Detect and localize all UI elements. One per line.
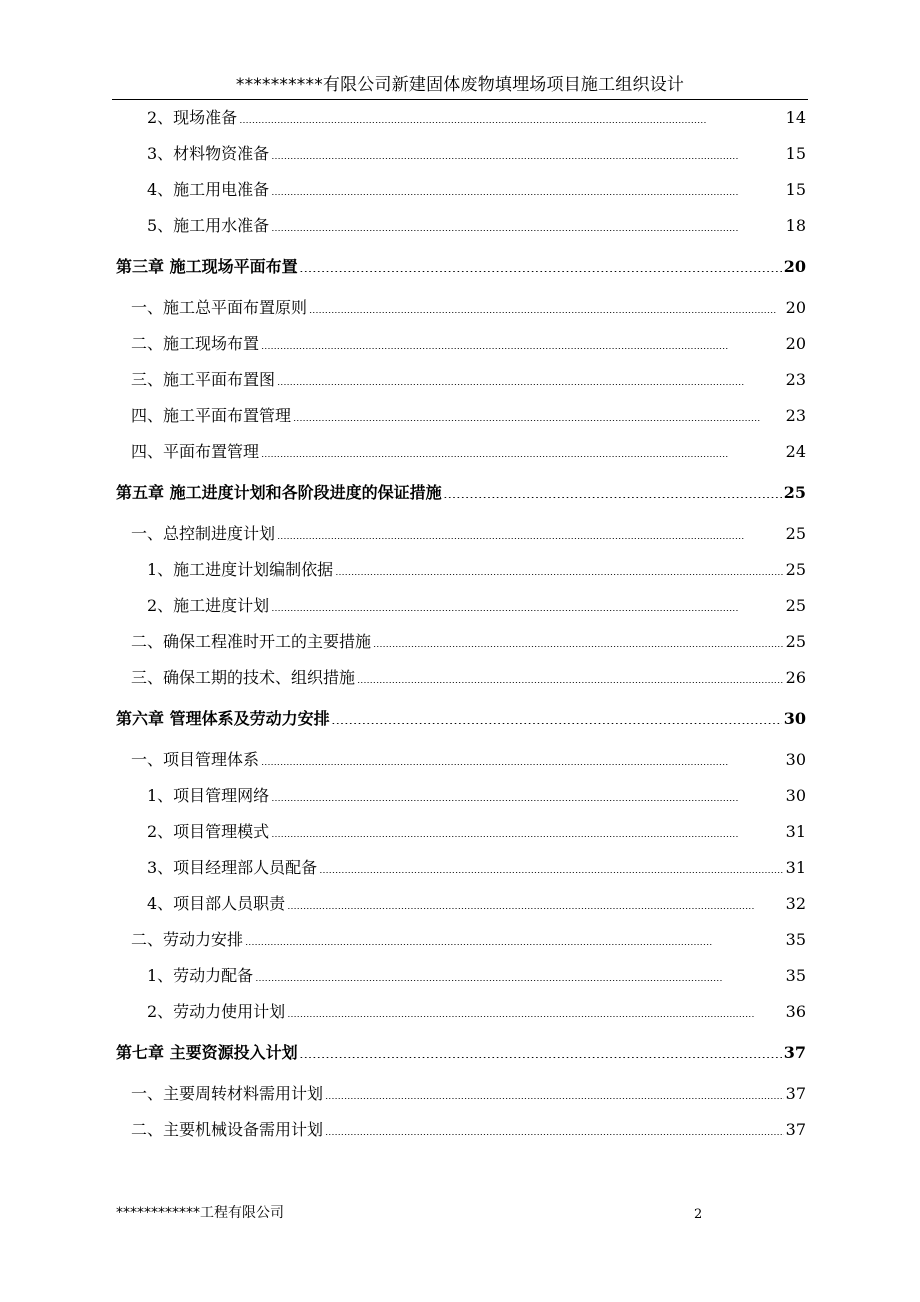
toc-entry-label: 一、主要周转材料需用计划 [131,1084,324,1103]
toc-leader-dots [245,944,784,945]
toc-entry-page: 31 [785,822,806,841]
footer-company: ************工程有限公司 [116,1205,284,1221]
toc-entry-page: 30 [785,786,806,805]
toc-entry-page: 35 [785,966,806,985]
toc-chapter-entry[interactable] [116,696,806,742]
toc-entry[interactable] [116,290,806,326]
toc-entry-label: 1、项目管理网络 [147,786,270,805]
toc-entry[interactable] [116,208,806,244]
toc-chapter-entry[interactable] [116,1030,806,1076]
toc-leader-dots [271,800,783,801]
toc-entry-page: 37 [783,1043,806,1062]
toc-leader-dots [309,312,784,313]
toc-entry[interactable] [116,922,806,958]
toc-leader-dots [255,980,783,981]
toc-entry[interactable] [116,660,806,696]
toc-leader-dots [277,538,784,539]
page-header-title: **********有限公司新建固体废物填埋场项目施工组织设计 [235,75,685,95]
toc-leader-dots [287,1016,783,1017]
toc-entry-page: 24 [785,442,806,461]
toc-leader-dots [335,574,783,575]
toc-entry-page: 23 [785,370,806,389]
toc-entry-label: 1、施工进度计划编制依据 [147,560,334,579]
toc-entry-label: 4、项目部人员职责 [147,894,286,913]
toc-leader-dots [357,682,784,683]
toc-entry[interactable] [116,588,806,624]
toc-entry-page: 20 [785,334,806,353]
toc-entry-page: 25 [785,524,806,543]
toc-entry-label: 2、劳动力使用计划 [147,1002,286,1021]
toc-entry[interactable] [116,1076,806,1112]
toc-leader-dots [239,122,783,123]
toc-entry-label: 3、材料物资准备 [147,144,270,163]
toc-entry-page: 15 [785,180,806,199]
toc-leader-dots [293,420,784,421]
toc-entry-label: 二、劳动力安排 [131,930,244,949]
toc-entry-page: 25 [783,483,806,502]
toc-entry[interactable] [116,994,806,1030]
toc-entry-page: 25 [785,632,806,651]
toc-entry-label: 一、总控制进度计划 [131,524,276,543]
toc-entry-label: 1、劳动力配备 [147,966,254,985]
table-of-contents [116,100,806,1148]
toc-leader-dots [271,836,783,837]
toc-entry-label: 第五章 施工进度计划和各阶段进度的保证措施 [116,483,442,502]
toc-entry-label: 5、施工用水准备 [147,216,270,235]
toc-entry-page: 25 [785,596,806,615]
toc-entry-page: 30 [783,709,806,728]
toc-entry-page: 35 [785,930,806,949]
toc-leader-dots [325,1134,784,1135]
toc-entry-page: 31 [785,858,806,877]
toc-entry-page: 26 [785,668,806,687]
toc-leader-dots [271,194,783,195]
toc-entry-label: 2、现场准备 [147,108,238,127]
toc-entry[interactable] [116,172,806,208]
toc-entry-page: 37 [785,1120,806,1139]
toc-leader-dots [277,384,784,385]
toc-entry-label: 第六章 管理体系及劳动力安排 [116,709,330,728]
toc-entry-label: 二、主要机械设备需用计划 [131,1120,324,1139]
footer-page-number: 2 [694,1207,703,1222]
toc-entry-label: 一、项目管理体系 [131,750,260,769]
toc-entry[interactable] [116,624,806,660]
toc-entry-page: 14 [785,108,806,127]
toc-entry-label: 四、施工平面布置管理 [131,406,292,425]
toc-entry-label: 2、项目管理模式 [147,822,270,841]
toc-leader-dots [261,764,784,765]
toc-entry-page: 18 [785,216,806,235]
toc-entry-label: 三、确保工期的技术、组织措施 [131,668,356,687]
toc-leader-dots [332,723,782,724]
toc-leader-dots [271,230,783,231]
toc-entry-label: 第七章 主要资源投入计划 [116,1043,298,1062]
toc-entry-page: 25 [785,560,806,579]
toc-entry-label: 二、确保工程准时开工的主要措施 [131,632,372,651]
toc-entry[interactable] [116,814,806,850]
toc-entry[interactable] [116,850,806,886]
toc-entry-page: 30 [785,750,806,769]
toc-entry[interactable] [116,398,806,434]
toc-leader-dots [300,271,782,272]
toc-entry[interactable] [116,742,806,778]
toc-leader-dots [373,646,784,647]
toc-entry-page: 23 [785,406,806,425]
toc-entry[interactable] [116,516,806,552]
toc-entry-label: 一、施工总平面布置原则 [131,298,308,317]
toc-entry[interactable] [116,958,806,994]
toc-entry-label: 二、施工现场布置 [131,334,260,353]
toc-entry-page: 37 [785,1084,806,1103]
toc-entry-label: 3、项目经理部人员配备 [147,858,318,877]
toc-entry[interactable] [116,136,806,172]
toc-entry[interactable] [116,552,806,588]
toc-leader-dots [287,908,783,909]
toc-entry[interactable] [116,434,806,470]
toc-entry-page: 15 [785,144,806,163]
toc-leader-dots [271,158,783,159]
toc-entry-page: 36 [785,1002,806,1021]
toc-entry[interactable] [116,100,806,136]
toc-entry[interactable] [116,778,806,814]
toc-entry[interactable] [116,1112,806,1148]
toc-leader-dots [261,348,784,349]
toc-entry-label: 2、施工进度计划 [147,596,270,615]
toc-chapter-entry[interactable] [116,244,806,290]
toc-leader-dots [261,456,784,457]
toc-leader-dots [271,610,783,611]
toc-chapter-entry[interactable] [116,470,806,516]
toc-entry[interactable] [116,886,806,922]
toc-leader-dots [300,1057,782,1058]
toc-entry-page: 20 [783,257,806,276]
toc-entry-label: 4、施工用电准备 [147,180,270,199]
toc-entry[interactable] [116,326,806,362]
toc-entry-label: 第三章 施工现场平面布置 [116,257,298,276]
toc-entry[interactable] [116,362,806,398]
toc-leader-dots [444,497,782,498]
toc-entry-page: 20 [785,298,806,317]
toc-leader-dots [319,872,783,873]
toc-entry-label: 四、平面布置管理 [131,442,260,461]
toc-entry-label: 三、施工平面布置图 [131,370,276,389]
toc-entry-page: 32 [785,894,806,913]
toc-leader-dots [325,1098,784,1099]
